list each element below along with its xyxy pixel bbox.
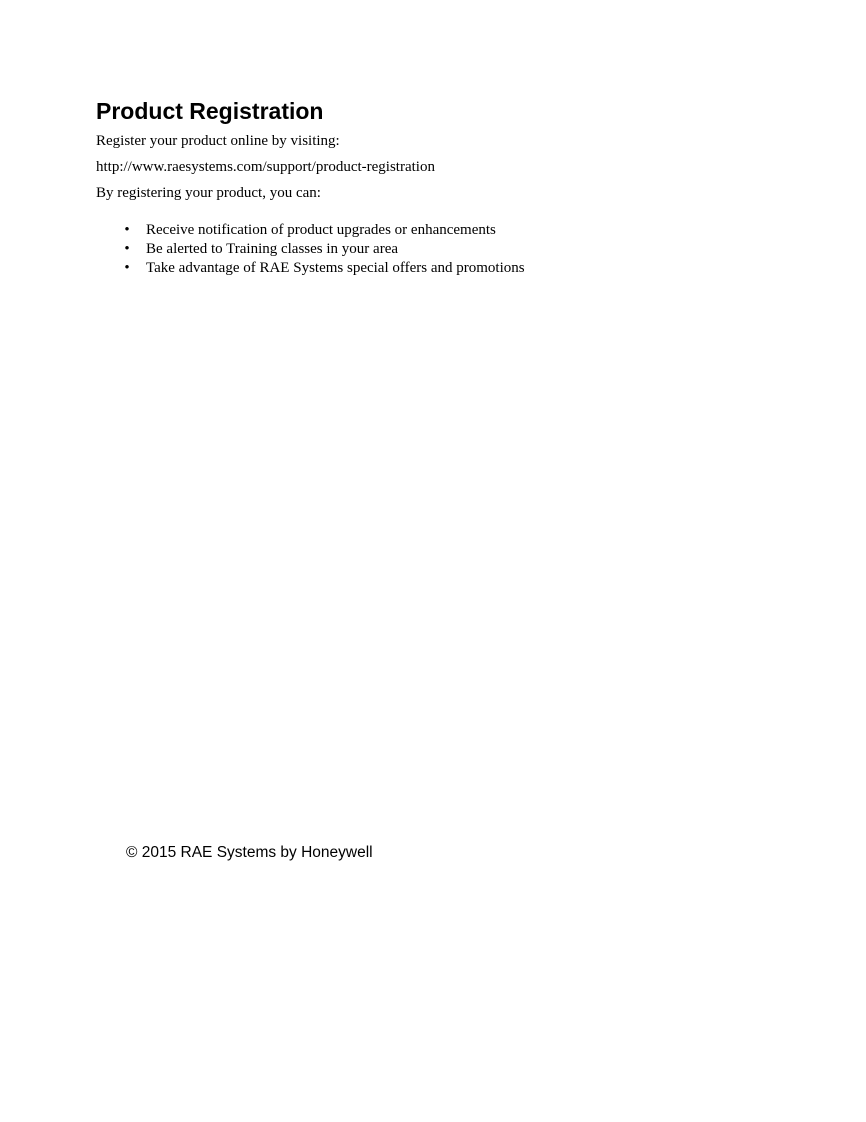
bullet-icon: • (124, 260, 130, 276)
benefit-text: Be alerted to Training classes in your area (146, 241, 399, 257)
intro-text: Register your product online by visiting: (96, 133, 340, 149)
benefits-list (96, 221, 525, 278)
copyright-footer: © 2015 RAE Systems by Honeywell (126, 844, 373, 861)
page-title: Product Registration (96, 98, 324, 124)
list-item (96, 240, 525, 259)
registration-url: http://www.raesystems.com/support/product-registration (96, 159, 435, 175)
list-item (96, 221, 525, 240)
benefit-text: Take advantage of RAE Systems special offers and promotions (146, 260, 525, 276)
list-item (96, 259, 525, 278)
benefit-text: Receive notification of product upgrades or enhancements (146, 222, 496, 238)
bullet-icon: • (124, 241, 130, 257)
lead-in-text: By registering your product, you can: (96, 185, 321, 201)
bullet-icon: • (124, 222, 130, 238)
